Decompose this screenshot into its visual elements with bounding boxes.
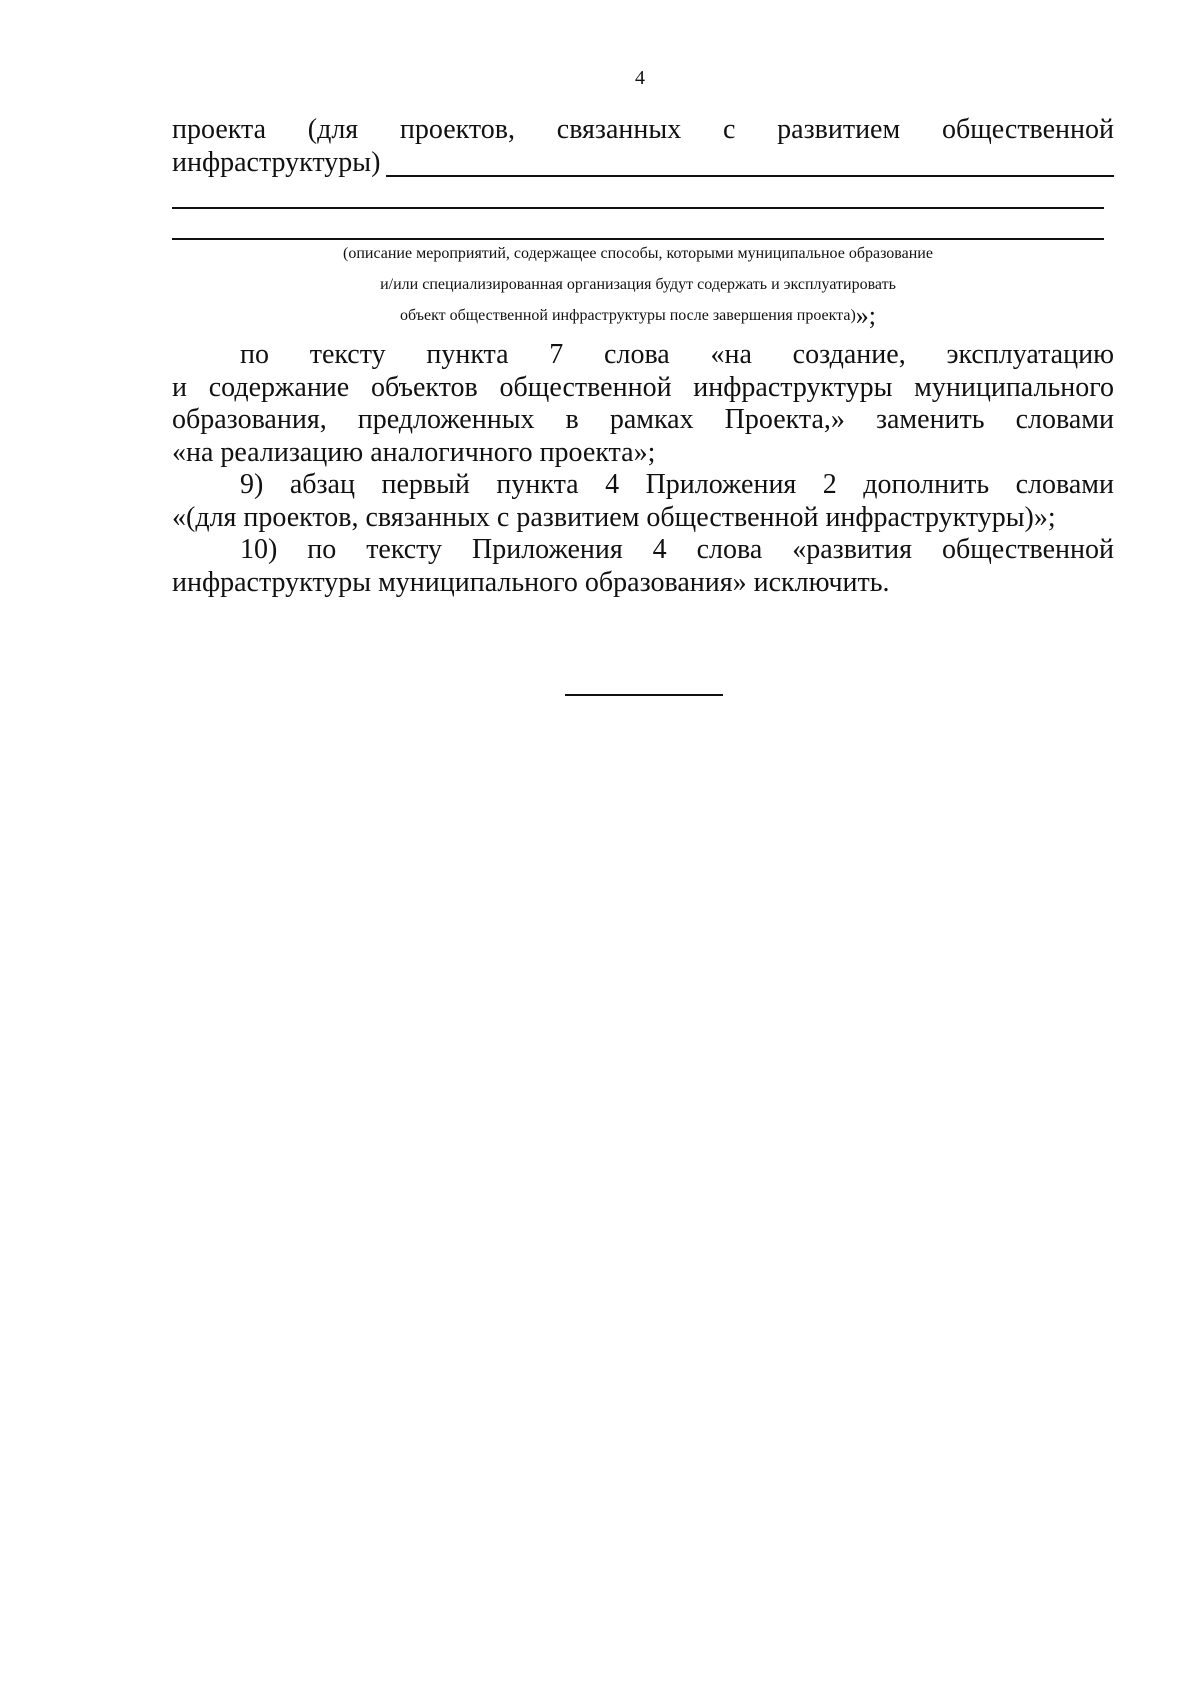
- closing-separator-line: [565, 694, 723, 696]
- paragraph-9-line-1: 9) абзац первый пункта 4 Приложения 2 дополнить словами: [240, 469, 1114, 500]
- blank-caption-line-1: (описание мероприятий, содержащее способы, которыми муниципальное образование: [343, 245, 933, 262]
- paragraph-point-7-line-1: по тексту пункта 7 слова «на создание, эксплуатацию: [240, 339, 1114, 370]
- blank-caption-line-3-text: объект общественной инфраструктуры после завершения проекта): [399, 307, 856, 324]
- paragraph-10: [172, 534, 1114, 599]
- page-number: 4: [635, 67, 645, 89]
- opening-text: [172, 114, 1114, 179]
- paragraph-point-7-line-2: и содержание объектов общественной инфраструктуры муниципального: [172, 371, 1114, 403]
- paragraph-10-line-2: инфраструктуры муниципального образования» исключить.: [172, 566, 890, 598]
- paragraph-10-line-1: 10) по тексту Приложения 4 слова «развития общественной: [240, 534, 1114, 565]
- fill-in-blank-2: [172, 207, 1104, 209]
- fill-in-blank-1: [386, 174, 1114, 177]
- paragraph-9-line-2: «(для проектов, связанных с развитием общественной инфраструктуры)»;: [172, 501, 1056, 533]
- fill-in-blank-3: [172, 238, 1104, 240]
- opening-line-1: проекта (для проектов, связанных с развитием общественной: [172, 114, 1114, 145]
- paragraph-point-7-line-4: «на реализацию аналогичного проекта»;: [172, 436, 656, 468]
- blank-caption-line-3: [172, 301, 1104, 330]
- paragraph-point-7: [172, 339, 1114, 469]
- opening-line-2: [172, 147, 1114, 180]
- blank-caption-line-2: и/или специализированная организация будут содержать и эксплуатировать: [380, 276, 896, 293]
- paragraph-9: [172, 469, 1114, 534]
- opening-line-2-text: инфраструктуры): [172, 146, 381, 178]
- paragraph-point-7-line-3: образования, предложенных в рамках Проекта,» заменить словами: [172, 404, 1114, 435]
- caption-closing-quote: »;: [855, 301, 877, 330]
